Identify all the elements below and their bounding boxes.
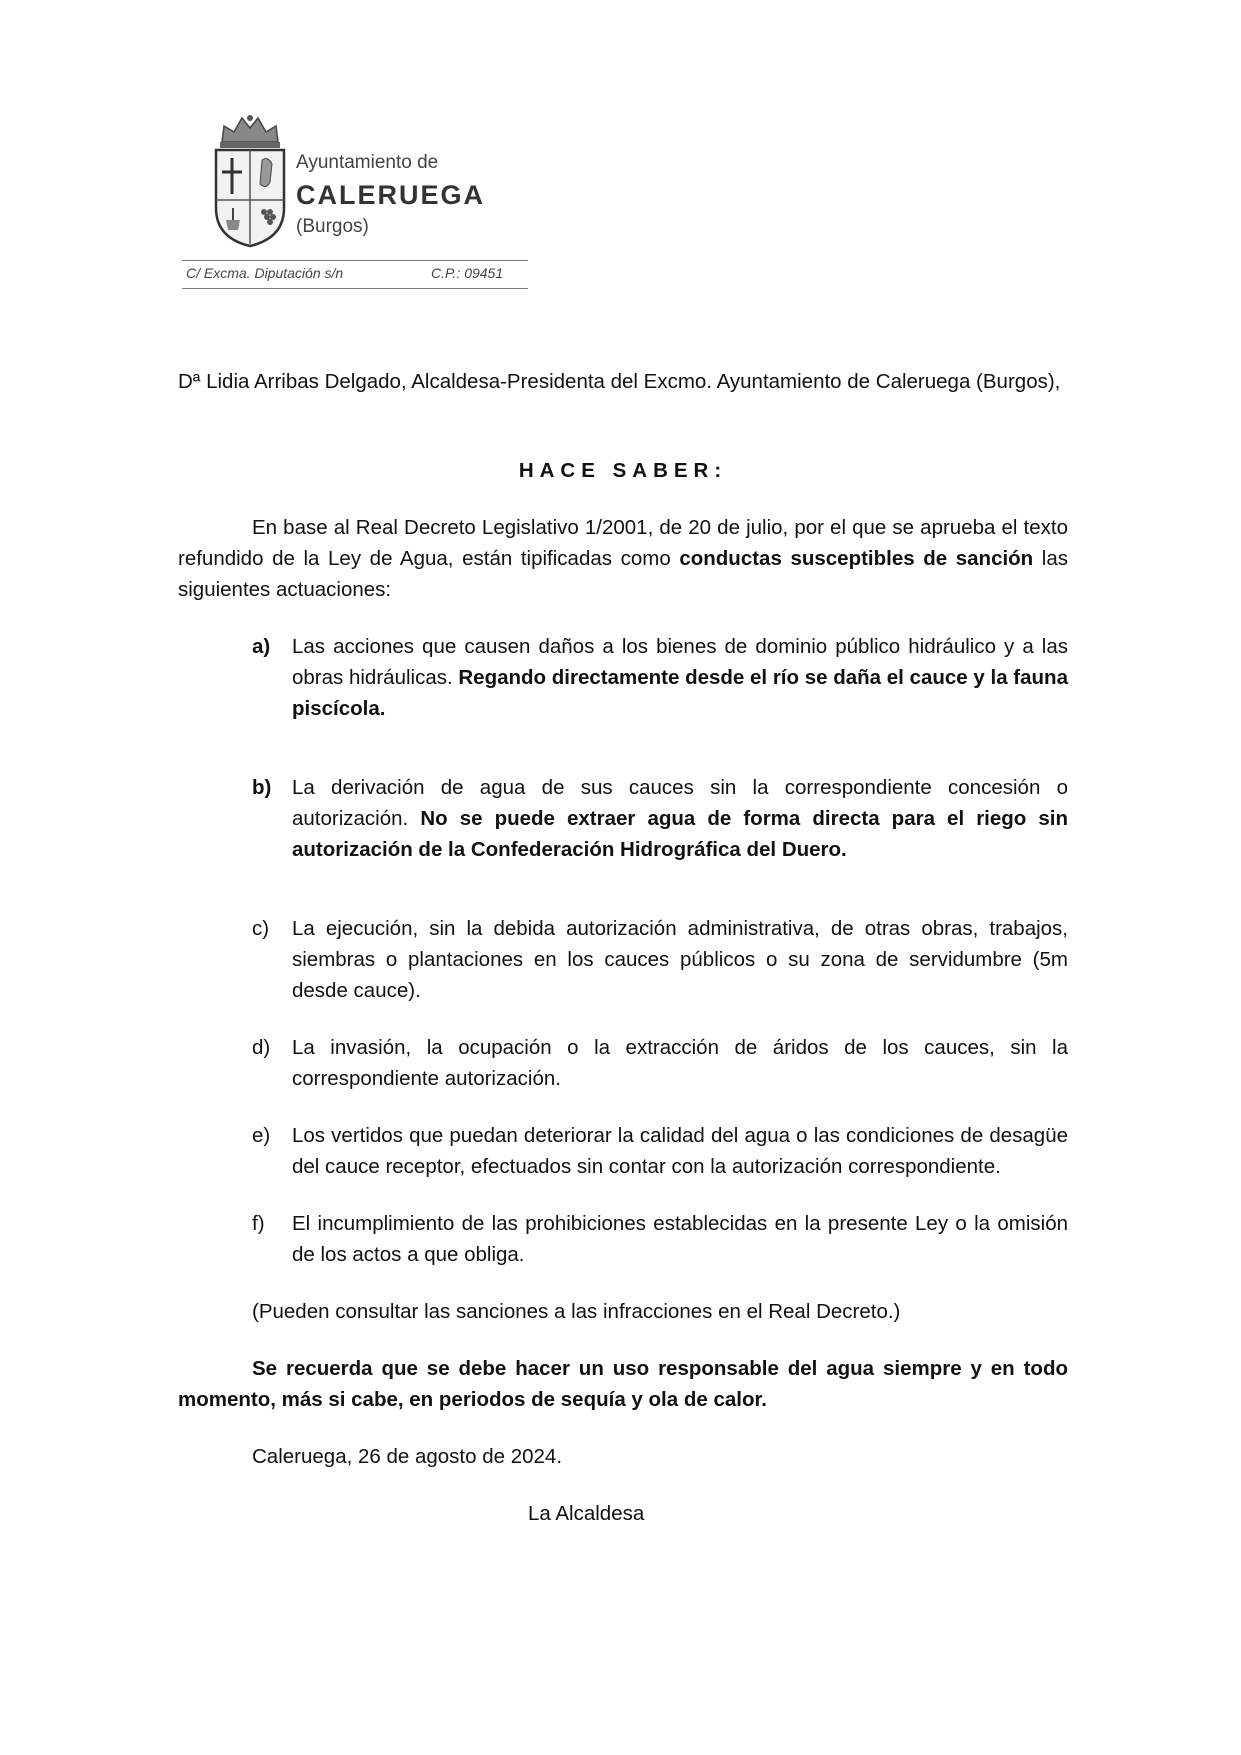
item-a-bold: Regando directamente desde el río se daña el cauce y la fauna piscícola.	[292, 666, 1068, 720]
list-marker: a)	[252, 635, 271, 658]
list-item-f	[252, 1208, 1068, 1270]
list-item-a	[252, 631, 1068, 724]
item-c-text: La ejecución, sin la debida autorización administrativa, de otras obras, trabajos, siembras o plantaciones en los cauces públicos o su zona de servidumbre (5m desde cauce).	[292, 917, 1068, 1002]
list-item-b	[252, 772, 1068, 865]
list-marker: b)	[252, 776, 272, 799]
list-marker: e)	[252, 1124, 271, 1147]
item-d-text: La invasión, la ocupación o la extracción de áridos de los cauces, sin la correspondiente autorización.	[292, 1036, 1068, 1090]
org-line1: Ayuntamiento de	[296, 152, 439, 173]
coat-of-arms-icon	[210, 112, 290, 252]
signature: La Alcaldesa	[528, 1502, 645, 1525]
paragraph-1-text-2: las siguientes actuaciones:	[178, 547, 1069, 601]
item-f-text: El incumplimiento de las prohibiciones establecidas en la presente Ley o la omisión de los actos a que obliga.	[292, 1212, 1068, 1266]
list-item-text	[292, 772, 1068, 865]
list-item-d	[252, 1032, 1068, 1094]
list-item-e	[252, 1120, 1068, 1182]
list-item-c	[252, 913, 1068, 1006]
item-b-text: La derivación de agua de sus cauces sin la correspondiente concesión o autorización.	[292, 776, 1068, 830]
org-name: CALERUEGA	[296, 180, 486, 210]
document-body	[178, 366, 1068, 1529]
heading: HACE SABER:	[518, 459, 728, 482]
item-a-text: Las acciones que causen daños a los bienes de dominio público hidráulico y a las obras hidráulicas.	[292, 635, 1068, 689]
list-marker: c)	[252, 917, 270, 940]
list-marker: d)	[252, 1036, 271, 1059]
address: C/ Excma. Diputación s/n	[186, 265, 344, 281]
reminder: Se recuerda que se debe hacer un uso responsable del agua siempre y en todo momento, más si cabe, en periodos de sequía y ola de calor.	[178, 1357, 1068, 1411]
list-marker: f)	[252, 1212, 265, 1235]
letterhead	[178, 112, 530, 294]
list-item-text	[292, 631, 1068, 724]
infractions-list	[178, 631, 1068, 1270]
item-e-text: Los vertidos que puedan deteriorar la calidad del agua o las condiciones de desagüe del cauce receptor, efectuados sin contar con la autorización correspondiente.	[292, 1124, 1068, 1178]
org-province: (Burgos)	[296, 216, 369, 237]
divider	[182, 260, 528, 261]
paragraph-1-bold: conductas susceptibles de sanción	[679, 547, 1034, 570]
intro-paragraph: Dª Lidia Arribas Delgado, Alcaldesa-Presidenta del Excmo. Ayuntamiento de Caleruega (Burgos),	[178, 370, 1061, 393]
postal-code: C.P.: 09451	[431, 265, 504, 281]
paragraph-1-text-1: En base al Real Decreto Legislativo 1/2001, de 20 de julio, por el que se aprueba el texto refundido de la Ley de Agua, están tipificadas como	[178, 516, 1068, 570]
date-line: Caleruega, 26 de agosto de 2024.	[252, 1445, 563, 1468]
paragraph-1	[178, 512, 1068, 605]
item-b-bold: No se puede extraer agua de forma directa para el riego sin autorización de la Confederación Hidrográfica del Duero.	[292, 807, 1069, 861]
divider	[182, 288, 528, 289]
note: (Pueden consultar las sanciones a las infracciones en el Real Decreto.)	[252, 1300, 901, 1323]
